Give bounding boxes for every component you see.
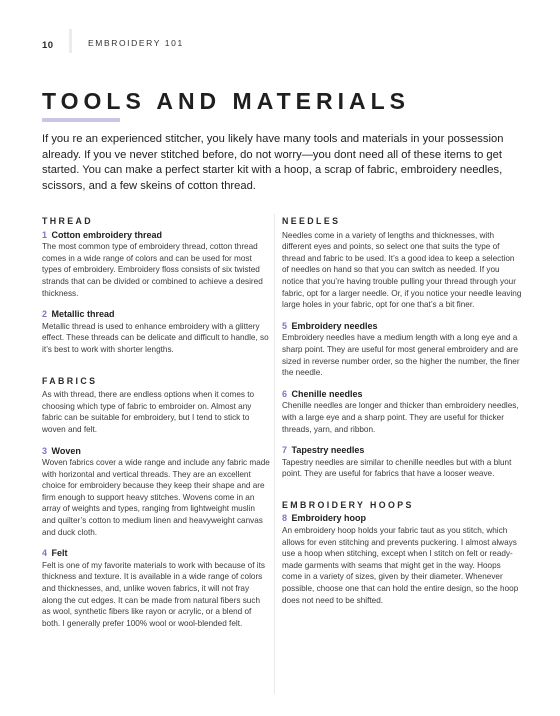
item-heading <box>42 446 270 458</box>
item-body: Tapestry needles are similar to chenille needles but with a blunt point. They are useful for fabrics that have a looser weave. <box>282 457 512 479</box>
item-number: 3 <box>42 445 48 456</box>
header-divider <box>69 29 72 53</box>
item-title: Woven <box>51 445 81 456</box>
item-body: Chenille needles are longer and thicker than embroidery needles, with a large eye and a sharp point. They are useful for thicker threads, yarn, and ribbon. <box>282 401 519 434</box>
left-column <box>42 216 270 639</box>
item-title: Tapestry needles <box>291 445 365 456</box>
item-heading <box>42 548 270 560</box>
item-number: 4 <box>42 548 48 559</box>
title-underline <box>42 118 120 122</box>
item-heading <box>282 321 522 333</box>
item-body: Metallic thread is used to enhance embroidery with a glittery effect. These threads can be delicate and difficult to handle, so it’s best to work with shorter lengths. <box>42 321 269 354</box>
item-title: Embroidery needles <box>291 320 378 331</box>
section-body: As with thread, there are endless options when it comes to choosing which type of fabric to embroider on. Almost any fabric can be suitable for embroidery, but I tend to stick to woven and felt. <box>42 390 255 434</box>
item-number: 2 <box>42 309 48 320</box>
item-heading <box>42 230 270 242</box>
item-heading <box>282 389 522 401</box>
section-body: Needles come in a variety of lengths and thicknesses, with different eyes and points, so select one that suits the type of thread and fabric to be used. It’s a good idea to keep a selection of needles on hand so that you can switch as needed. If you notice that you’re having trouble pulling your thread through your fabric, opt for a larger needle. Or, if you notice your needle leaving large holes in your fabric, opt for one that’s a bit finer. <box>282 230 522 310</box>
item-number: 1 <box>42 229 48 240</box>
item-body: Woven fabrics cover a wide range and include any fabric made with horizontal and vertical threads. They are an excellent choice for embroidery because they keep their shape and are firm enough to support heavy stitches. Wovens come in an array of weights and types, ranging from lightweight muslin and quilter’s cotton to medium linen and heavyweight canvas and duck cloth. <box>42 458 270 537</box>
page-number: 10 <box>42 39 54 51</box>
item-heading <box>42 309 270 321</box>
item-title: Chenille needles <box>291 388 363 399</box>
item-body: Felt is one of my favorite materials to work with because of its thickness and texture. It is available in a wide range of colors and thicknesses, and, unlike woven fabrics, it will not fray along the cut edges. It can be made from natural fibers such as wool, synthetic fibers like rayon or acrylic, or a blend of both. I generally prefer 100% wool or wool-blended felt. <box>42 560 265 628</box>
page-header <box>42 35 54 55</box>
item-title: Embroidery hoop <box>291 513 367 524</box>
right-column <box>282 216 522 616</box>
section-title-fabrics: FABRICS <box>42 375 98 386</box>
item-body: An embroidery hoop holds your fabric taut as you stitch, which allows for even stitching and prevents puckering. I almost always use a hoop when stitching, except when I stitch on felt or ready-made garments with seams that might get in the way. Hoops come in a variety of sizes, given by their diameter. Whenever possible, choose one that can hold the entire design, so the hoop does not need to be shifted. <box>282 526 519 605</box>
item-title: Cotton embroidery thread <box>51 229 163 240</box>
item-number: 6 <box>282 388 288 399</box>
item-body: Embroidery needles have a medium length with a long eye and a sharp point. They are useful for most general embroidery and are sized in reverse number order, so the higher the number, the finer the needle. <box>282 333 520 378</box>
item-title: Metallic thread <box>51 309 115 320</box>
item-body: The most common type of embroidery thread, cotton thread comes in a wide range of colors and can be used for most types of embroidery. Embroidery floss consists of six twisted strands that can be divided or combined to achieve a desired thickness. <box>42 242 263 298</box>
section-title-needles: NEEDLES <box>282 216 341 226</box>
item-number: 5 <box>282 320 288 331</box>
section-title-thread: THREAD <box>42 216 94 226</box>
column-divider <box>274 214 275 694</box>
item-number: 7 <box>282 445 288 456</box>
item-heading <box>282 445 522 457</box>
section-title-hoops: EMBROIDERY HOOPS <box>282 499 414 510</box>
item-title: Felt <box>51 548 68 559</box>
item-number: 8 <box>282 513 288 524</box>
running-head: EMBROIDERY 101 <box>88 38 184 48</box>
intro-paragraph: If you re an experienced stitcher, you likely have many tools and materials in your possession already. If you ve never stitched before, do not worry—you dont need all of these items to get started. You can make a perfect starter kit with a hoop, a scrap of fabric, embroidery needles, scissors, and a few skeins of cotton thread. <box>42 133 504 192</box>
item-heading <box>282 513 522 525</box>
page-title: TOOLS AND MATERIALS <box>42 88 411 114</box>
